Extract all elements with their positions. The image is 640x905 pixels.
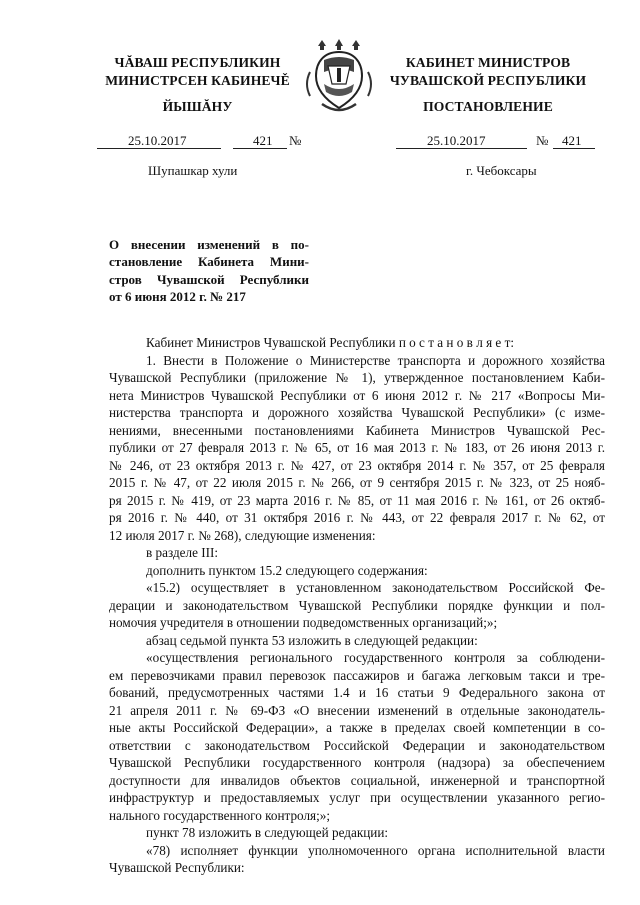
subject-line: стров Чувашской Республики — [109, 271, 309, 287]
body-line: инфраструктур и предоставляемых услуг при осуществлении указанного регио- — [109, 790, 605, 805]
left-number-sign: № — [289, 133, 302, 148]
header-right-line2: ЧУВАШСКОЙ РЕСПУБЛИКИ — [389, 73, 587, 88]
body-line: абзац седьмой пункта 53 изложить в следующей редакции: — [146, 632, 478, 648]
right-number-underline — [553, 148, 595, 149]
body-line: нального государственного контроля;»; — [109, 807, 331, 823]
header-left-line1: ЧĂВАШ РЕСПУБЛИКИН — [114, 55, 281, 70]
left-place: Шупашкар хули — [148, 163, 238, 178]
left-number: 421 — [253, 133, 273, 148]
body-line: «15.2) осуществляет в установленном законодательством Российской Фе- — [146, 580, 605, 595]
left-date: 25.10.2017 — [128, 133, 187, 148]
header-left-doc-type: ЙЫШĂНУ — [162, 99, 233, 114]
body-line: публики от 27 февраля 2013 г. № 65, от 16 мая 2013 г. № 183, от 26 июня 2013 г. — [109, 440, 605, 455]
body-line: Чувашской Республики (приложение № 1), утвержденное постановлением Каби- — [109, 370, 605, 385]
body-line: «осуществления регионального государственного контроля за соблюдени- — [146, 650, 605, 665]
document-subject — [109, 236, 309, 305]
right-date-underline — [396, 148, 527, 149]
header-left-org — [80, 54, 315, 90]
body-line: нениями, внесенными постановлениями Кабинета Министров Чувашской Рес- — [109, 422, 605, 438]
left-date-underline — [97, 148, 221, 149]
body-line: нистерства транспорта и дорожного хозяйства Чувашской Республики» (с изме- — [109, 405, 605, 420]
body-line: в разделе III: — [146, 545, 219, 560]
header-left-line2: МИНИСТРСЕН КАБИНЕЧĚ — [105, 73, 290, 88]
body-line: ответствии с законодательством Российской Федерации и законодательством — [109, 737, 605, 753]
chuvash-emblem-icon — [298, 38, 380, 120]
body-line: 12 июля 2017 г. № 268), следующие изменения: — [109, 527, 376, 543]
body-line: ем перевозчиками правил перевозок пассажиров и багажа легковым такси и тре- — [109, 667, 605, 683]
document-body — [109, 334, 605, 877]
body-line: «78) исполняет функции уполномоченного органа исполнительной власти — [146, 842, 605, 858]
body-line: бований, предусмотренных частями 1.4 и 16 статьи 9 Федерального закона от — [109, 685, 605, 700]
body-line: Чувашской Республики государственного контроля (надзора) за обеспечением — [109, 755, 605, 770]
body-line: 1. Внести в Положение о Министерстве транспорта и дорожного хозяйства — [146, 352, 605, 368]
body-line: 21 апреля 2011 г. № 69-ФЗ «О внесении изменений в отдельные законодатель- — [109, 702, 605, 718]
header-right-doc-type: ПОСТАНОВЛЕНИЕ — [423, 99, 553, 114]
body-line: доступности для инвалидов объектов социальной, инженерной и транспортной — [109, 772, 605, 788]
body-line: № 246, от 23 октября 2013 г. № 427, от 23 октября 2014 г. № 357, от 25 февраля — [109, 457, 605, 473]
body-line: ря 2015 г. № 419, от 23 марта 2016 г. № 85, от 11 мая 2016 г. № 161, от 26 октяб- — [109, 492, 605, 508]
body-line: дополнить пунктом 15.2 следующего содержания: — [146, 562, 428, 578]
left-number-underline — [233, 148, 287, 149]
right-number: 421 — [562, 133, 582, 148]
body-line: ные акты Российской Федерации», а также в пределах своей компетенции в со- — [109, 720, 605, 735]
right-number-sign: № — [536, 133, 549, 148]
body-line: ря 2016 г. № 440, от 31 октября 2016 г. № 443, от 22 февраля 2017 г. № 62, от — [109, 510, 605, 525]
body-line: Чувашской Республики: — [109, 860, 245, 875]
header-right-line1: КАБИНЕТ МИНИСТРОВ — [405, 55, 571, 70]
subject-line: от 6 июня 2012 г. № 217 — [109, 288, 246, 304]
body-line: нета Министров Чувашской Республики от 6 июня 2012 г. № 217 «Вопросы Ми- — [109, 387, 605, 403]
subject-line: становление Кабинета Мини- — [109, 254, 309, 270]
right-place: г. Чебоксары — [466, 163, 537, 178]
body-line: номочия учредителя в отношении подведомственных организаций;»; — [109, 615, 498, 630]
body-line: пункт 78 изложить в следующей редакции: — [146, 825, 389, 840]
body-line: 2015 г. № 47, от 22 июля 2015 г. № 266, от 9 сентября 2015 г. № 323, от 25 нояб- — [109, 475, 605, 490]
right-date: 25.10.2017 — [427, 133, 486, 148]
header-right-org — [372, 54, 604, 90]
subject-line: О внесении изменений в по- — [109, 237, 309, 252]
body-line: Кабинет Министров Чувашской Республики п о с т а н о в л я е т: — [146, 335, 515, 350]
body-line: дерации и законодательством Чувашской Республики порядке функции и пол- — [109, 597, 605, 613]
